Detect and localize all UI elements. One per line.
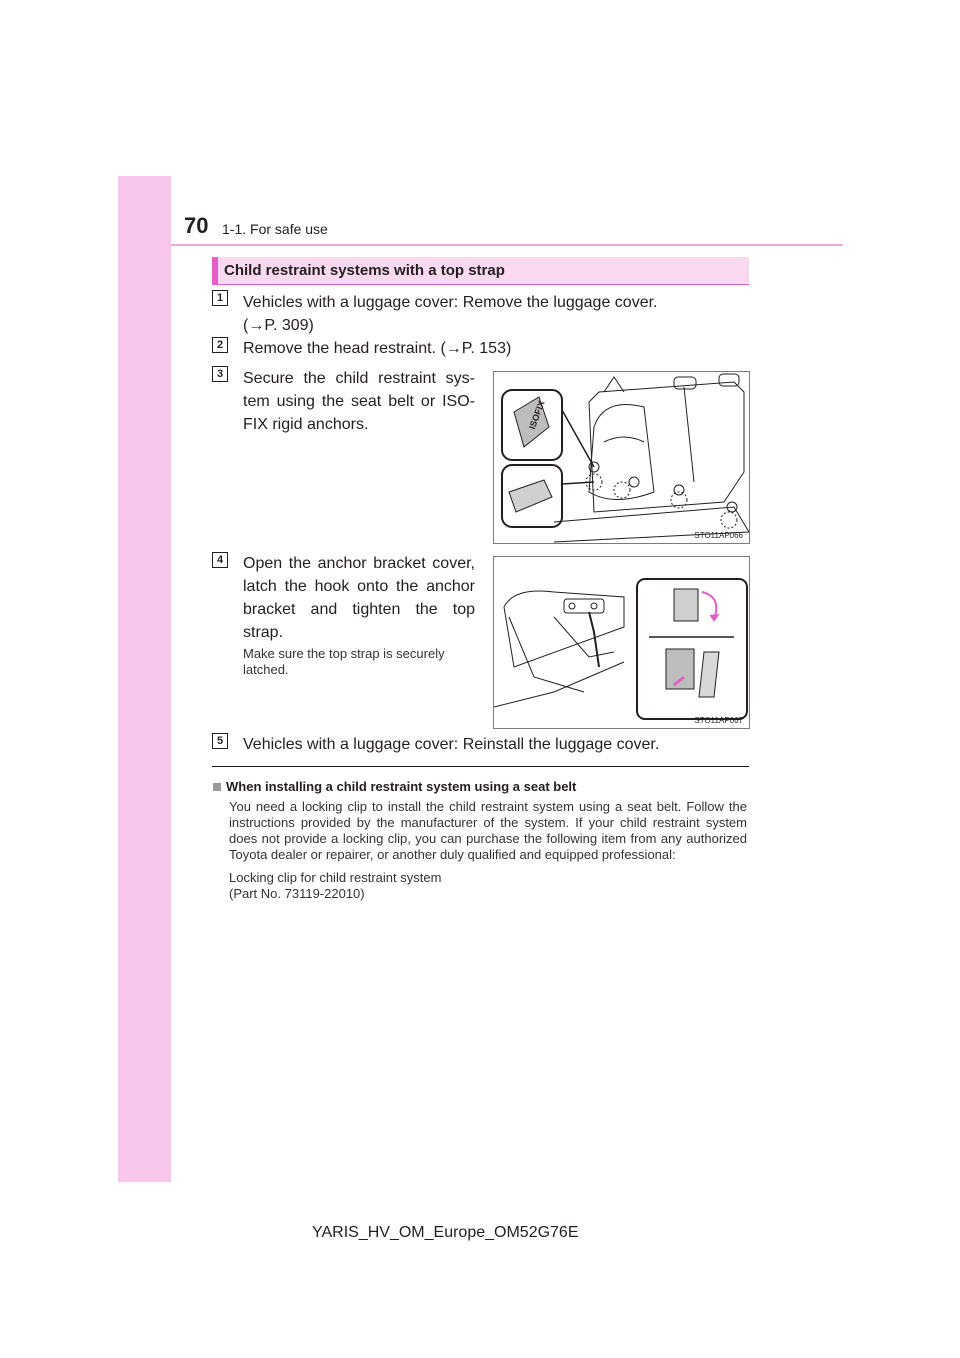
figure-anchor-bracket <box>493 556 750 729</box>
section-divider <box>212 766 749 767</box>
part-line-2: (Part No. 73119-22010) <box>229 886 365 901</box>
section-title: 1-1. For safe use <box>222 221 328 237</box>
note-paragraph: You need a locking clip to install the child restraint system using a seat belt. Follow the instructions provided by the manufacturer of the system. If your child restraint system does not provide a locking clip, you can purchase the following item from any authorized Toyota dealer or repairer, or another duly qualified and equipped professional: <box>229 799 747 862</box>
note-body <box>229 799 747 902</box>
step-1-text <box>243 291 657 337</box>
step-4-note <box>243 646 445 678</box>
isofix-seat-illustration <box>494 372 749 543</box>
side-tab <box>118 176 171 1182</box>
step-4-line-1: Open the anchor bracket cover, <box>243 555 475 572</box>
step-1-line-2: (→P. 309) <box>243 317 314 334</box>
isofix-label: ISOFIX <box>527 399 547 431</box>
page-number: 70 <box>184 213 209 238</box>
step-4-line-3: bracket and tighten the top <box>243 601 475 618</box>
step-2-number: 2 <box>212 337 228 353</box>
figure-isofix-anchors <box>493 371 750 544</box>
step-3-line-1: Secure the child restraint sys- <box>243 370 475 387</box>
step-4-note-line-1: Make sure the top strap is securely <box>243 646 445 661</box>
step-4-note-line-2: latched. <box>243 662 289 677</box>
step-2-text: Remove the head restraint. (→P. 153) <box>243 340 512 357</box>
step-5-number: 5 <box>212 733 228 749</box>
step-3-text <box>243 367 475 436</box>
part-line-1: Locking clip for child restraint system <box>229 870 442 885</box>
step-1-line-1: Vehicles with a luggage cover: Remove the luggage cover. <box>243 294 658 311</box>
header-rule <box>171 244 843 246</box>
figure-2-code: STO11AP067 <box>694 716 743 725</box>
footer-doc-id: YARIS_HV_OM_Europe_OM52G76E <box>312 1224 579 1241</box>
step-3-number: 3 <box>212 366 228 382</box>
step-4-number: 4 <box>212 552 228 568</box>
section-heading: Child restraint systems with a top strap <box>224 262 505 279</box>
step-3-line-2: tem using the seat belt or ISO- <box>243 393 475 410</box>
step-4-line-4: strap. <box>243 624 284 641</box>
bullet-square-icon <box>213 783 221 791</box>
step-4-line-2: latch the hook onto the anchor <box>243 578 475 595</box>
figure-1-code: STO11AP066 <box>694 531 743 540</box>
anchor-bracket-illustration <box>494 557 749 728</box>
step-4-text <box>243 552 475 644</box>
note-title-text: When installing a child restraint system using a seat belt <box>226 779 577 794</box>
step-5-text: Vehicles with a luggage cover: Reinstall the luggage cover. <box>243 736 660 753</box>
step-3-line-3: FIX rigid anchors. <box>243 416 369 433</box>
step-1-number: 1 <box>212 290 228 306</box>
note-title <box>213 779 576 794</box>
